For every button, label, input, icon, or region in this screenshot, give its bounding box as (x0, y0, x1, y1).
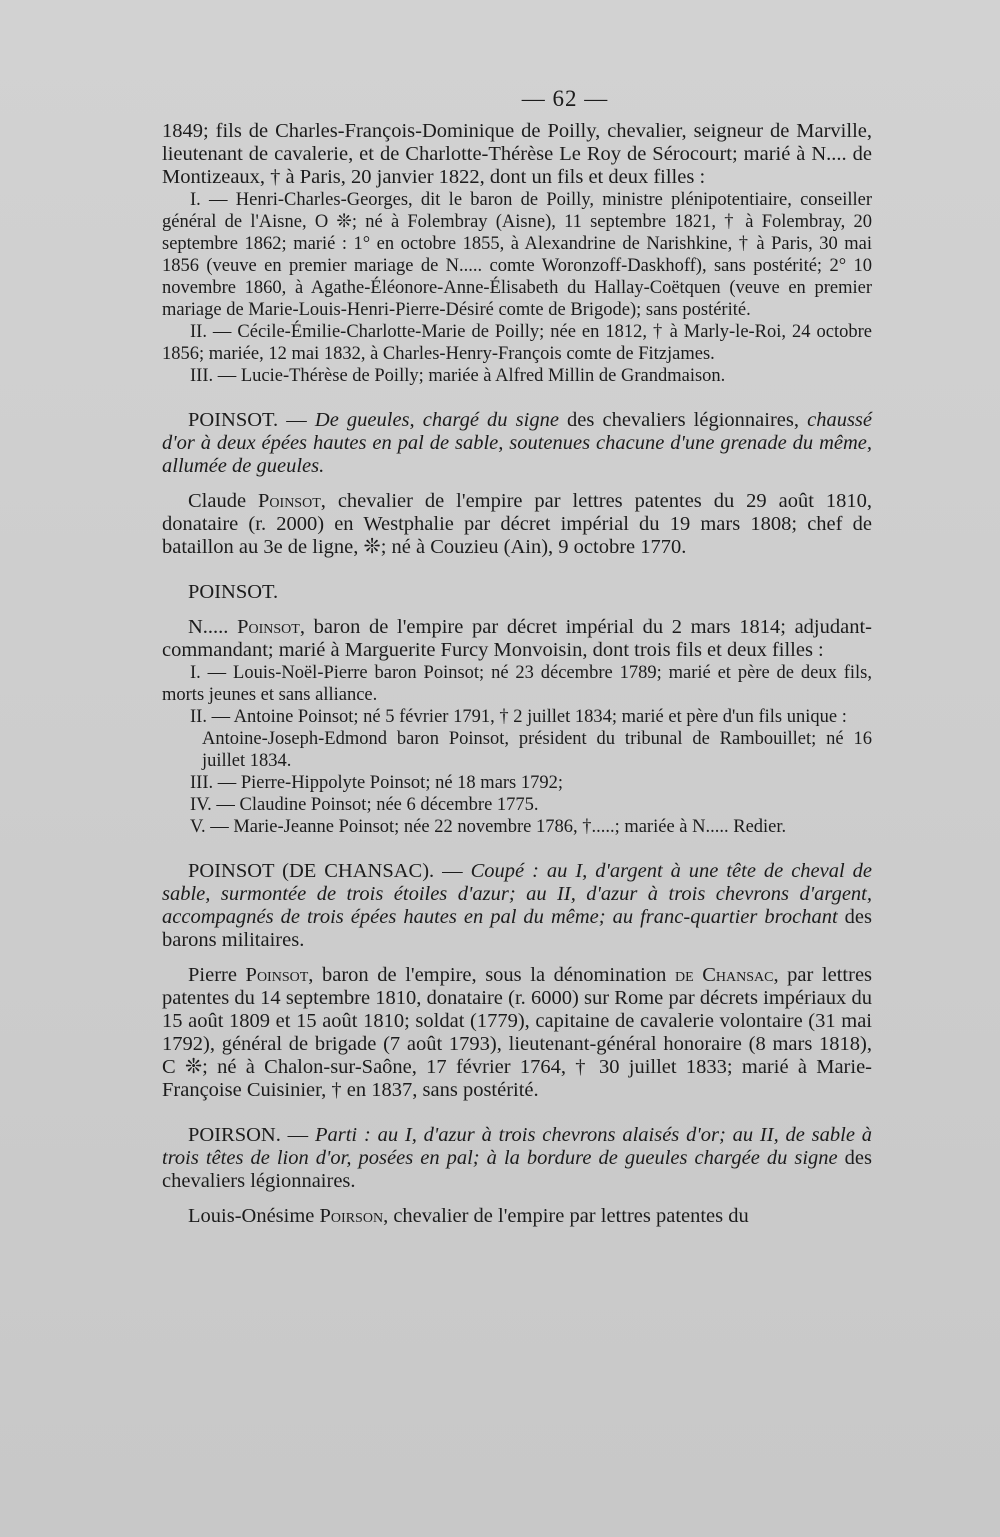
entry-heading-poinsot-2 (162, 581, 872, 604)
body-text: , chevalier de l'empire par lettres patentes du 29 août 1810, donataire (r. 2000) en Westphalie par décret impérial du 19 mars 1808; chef de bataillon au 3e de ligne, ❊; né à Couzieu (Ain), 9 octobre 1770. (162, 490, 872, 558)
children-list-poinsot (162, 662, 872, 838)
list-item: V. — Marie-Jeanne Poinsot; née 22 novembre 1786, †.....; mariée à N..... Redier. (190, 817, 787, 837)
separator: — (280, 1124, 315, 1146)
entry-heading-chansac (162, 860, 872, 952)
blazon-text-rest: chaussé d'or à deux épées hautes en pal de sable, soutenues chacune d'une grenade du même, allumée de gueules. (162, 409, 872, 477)
lead-text: N..... (188, 616, 238, 638)
blazon-text: Parti : au I, d'azur à trois chevrons alaisés d'or; au II, de sable à trois têtes de lion d'or, posées en pal; à la bordure de gueules chargée du signe (162, 1124, 873, 1169)
entry-heading-poinsot-1 (162, 409, 872, 478)
lead-text: Louis-Onésime (188, 1205, 320, 1227)
mid-text: , baron de l'empire, sous la dénomination (308, 964, 675, 986)
lead-text: Claude (188, 490, 259, 512)
list-subitem: Antoine-Joseph-Edmond baron Poinsot, président du tribunal de Rambouillet; né 16 juillet 1834. (202, 729, 872, 771)
entry-body-chansac (162, 964, 872, 1102)
list-item: II. — Cécile-Émilie-Charlotte-Marie de Poilly; née en 1812, † à Marly-le-Roi, 24 octobre 1856; mariée, 12 mai 1832, à Charles-Henry-François comte de Fitzjames. (162, 322, 872, 364)
separator: — (278, 409, 315, 431)
list-item: II. — Antoine Poinsot; né 5 février 1791, † 2 juillet 1834; marié et père d'un fils unique : (190, 707, 847, 727)
list-item: I. — Louis-Noël-Pierre baron Poinsot; né 23 décembre 1789; marié et père de deux fils, morts jeunes et sans alliance. (162, 663, 872, 705)
entry-body-poinsot-2 (162, 616, 872, 662)
body-text: , chevalier de l'empire par lettres patentes du (383, 1205, 749, 1227)
body-text: , baron de l'empire par décret impérial du 2 mars 1814; adjudant-commandant; marié à Marguerite Furcy Monvoisin, dont trois fils et deux filles : (162, 616, 872, 661)
list-item: IV. — Claudine Poinsot; née 6 décembre 1775. (190, 795, 539, 815)
list-item: I. — Henri-Charles-Georges, dit le baron de Poilly, ministre plénipotentiaire, conseiller général de l'Aisne, O ❊; né à Folembray (Aisne), 11 septembre 1821, † à Folembray, 20 septembre 1862; marié : 1° en octobre 1855, à Alexandrine de Narishkine, † à Paris, 30 mai 1856 (veuve en premier mariage de N..... comte Woronzoff-Daskhoff), sans postérité; 2° 10 novembre 1860, à Agathe-Éléonore-Anne-Élisabeth du Hallay-Coëtquen (veuve en premier mariage de Marie-Louis-Henri-Pierre-Désiré comte de Brigode); sans postérité. (162, 190, 872, 320)
body-text: , par lettres patentes du 14 septembre 1810, donataire (r. 6000) sur Rome par décrets impériaux du 15 août 1809 et 15 août 1810; soldat (1779), capitaine de cavalerie volontaire (31 mai 1792), général de brigade (7 août 1793), lieutenant-général honoraire (8 mars 1818), C ❊; né à Chalon-sur-Saône, 17 février 1764, † 30 juillet 1833; marié à Marie-Françoise Cuisinier, † en 1837, sans postérité. (162, 964, 873, 1101)
blazon-text: Coupé : au I, d'argent à une tête de cheval de sable, surmontée de trois étoiles d'azur; au II, d'azur à trois chevrons d'argent, accompagnés de trois épées hautes en pal du même; au franc-quartier brochant (162, 860, 873, 928)
entry-body-poirson (162, 1205, 872, 1228)
entry-body-poinsot-1 (162, 490, 872, 559)
entry-name: POINSOT. (188, 581, 279, 603)
intro-paragraph: 1849; fils de Charles-François-Dominique de Poilly, chevalier, seigneur de Marville, lieutenant de cavalerie, et de Charlotte-Thérèse Le Roy de Sérocourt; marié à N.... de Montizeaux, † à Paris, 20 janvier 1822, dont un fils et deux filles : (162, 120, 872, 188)
list-item: III. — Pierre-Hippolyte Poinsot; né 18 mars 1792; (190, 773, 564, 793)
blazon-roman: des chevaliers légionnaires. (162, 1147, 873, 1192)
entry-name: POINSOT. (188, 409, 279, 431)
surname: Poinsot (237, 616, 300, 638)
entry-name: POIRSON. (188, 1124, 281, 1146)
blazon-roman: des barons militaires. (162, 906, 873, 951)
children-list-poilly (162, 189, 872, 387)
title-name: de Chansac (674, 964, 774, 986)
separator: — (434, 860, 471, 882)
blazon-roman: des chevaliers légionnaires, (558, 409, 808, 431)
entry-heading-poirson (162, 1124, 872, 1193)
lead-text: Pierre (188, 964, 246, 986)
surname: Poinsot (245, 964, 309, 986)
blazon-text: De gueules, chargé du signe (314, 409, 559, 431)
surname: Poinsot (258, 490, 321, 512)
page-number: — 62 — (521, 86, 609, 111)
list-item: III. — Lucie-Thérèse de Poilly; mariée à Alfred Millin de Grandmaison. (190, 366, 726, 386)
surname: Poirson (319, 1205, 384, 1227)
entry-name: POINSOT (DE CHANSAC). (188, 860, 435, 882)
